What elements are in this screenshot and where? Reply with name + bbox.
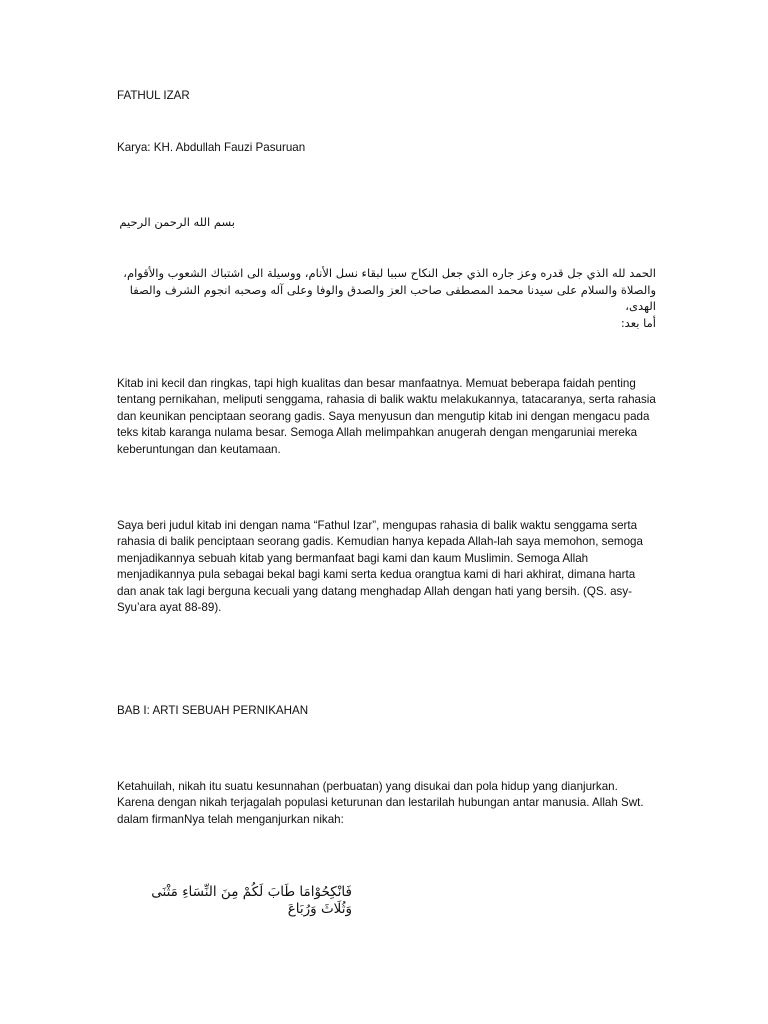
basmala: بسم الله الرحمن الرحيم bbox=[119, 215, 235, 229]
arabic-intro-line: أما بعد: bbox=[620, 315, 656, 330]
paragraph-title-explanation: Saya beri judul kitab ini dengan nama “Fathul Izar”, mengupas rahasia di balik waktu senggama serta rahasia di balik penciptaan seorang gadis. Kemudian hanya kepada Allah-lah saya memohon, semoga menjadikannya sebuah kitab yang bermanfaat bagi kami dan kaum Muslimin. Semoga Allah menjadikannya pula sebagai bekal bagi kami serta kedua orangtua kami di hari akhirat, dimana harta dan anak tak lagi berguna kecuali yang datang menghadap Allah dengan hati yang bersih. (QS. asy-Syu’ara ayat 88-89). bbox=[117, 519, 643, 615]
chapter-heading: BAB I: ARTI SEBUAH PERNIKAHAN bbox=[117, 704, 309, 717]
paragraph-marriage: Ketahuilah, nikah itu suatu kesunnahan (perbuatan) yang disukai dan pola hidup yang dianjurkan. Karena dengan nikah terjagalah populasi keturunan dan lestarilah hubungan antar manusia. Allah Swt. dalam firmanNya telah menganjurkan nikah: bbox=[117, 780, 644, 826]
author-line: Karya: KH. Abdullah Fauzi Pasuruan bbox=[117, 141, 306, 154]
quran-verse: فَانْكِحُوْامَا طَابَ لَكُمْ مِنَ النِّسَاءِ مَثْنَى وَثُلَاثَ وَرُبَاعَ bbox=[151, 884, 352, 917]
document-title: FATHUL IZAR bbox=[117, 89, 190, 102]
arabic-intro bbox=[116, 265, 656, 331]
arabic-intro-line: والصلاة والسلام على سيدنا محمد المصطفى صاحب العز والصدق والوفا وعلى آله وصحبه انجوم الشرف والصفا الهدى، bbox=[129, 282, 656, 313]
arabic-intro-line: الحمد لله الذي جل قدره وعز جاره الذي جعل النكاح سببا لبقاء نسل الأنام، ووسيلة الى اشتباك الشعوب والأقوام، bbox=[123, 266, 656, 280]
paragraph-intro: Kitab ini kecil dan ringkas, tapi high kualitas dan besar manfaatnya. Memuat beberapa faidah penting tentang pernikahan, meliputi senggama, rahasia di balik waktu melakukannya, tatacaranya, serta rahasia dan keunikan penciptaan seorang gadis. Saya menyusun dan mengutip kitab ini dengan mengacu pada teks kitab karanga nulama besar. Semoga Allah melimpahkan anugerah dengan mengaruniai mereka keberuntungan dan keutamaan. bbox=[117, 377, 656, 456]
